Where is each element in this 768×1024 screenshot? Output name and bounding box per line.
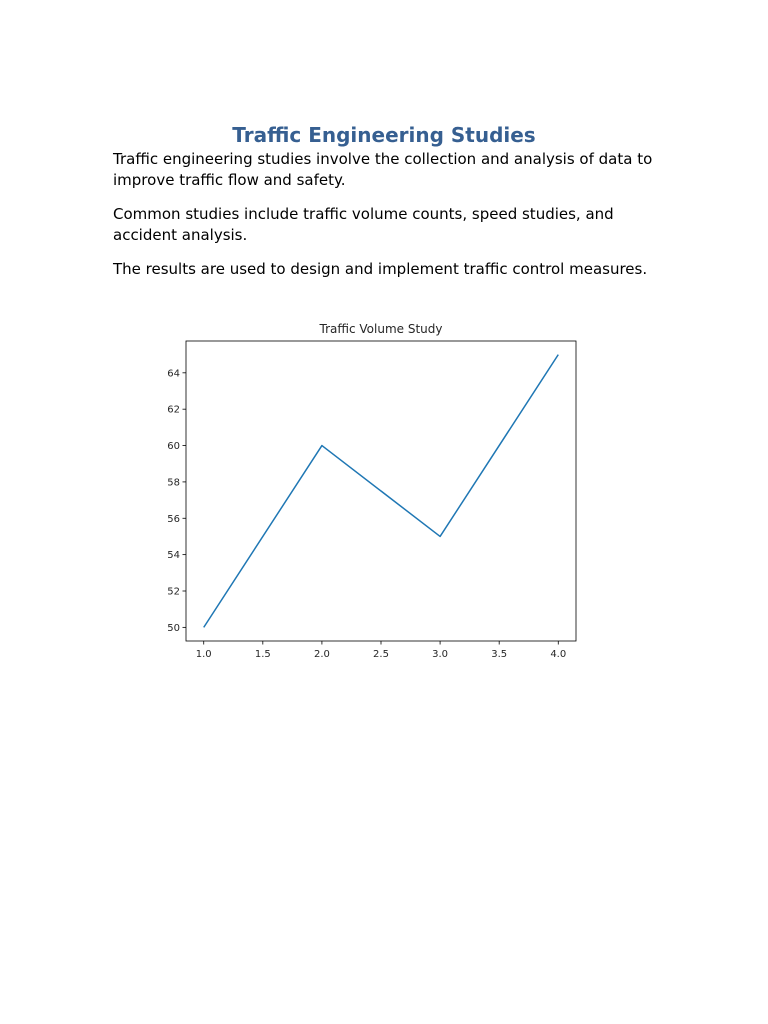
paragraph-intro: Traffic engineering studies involve the collection and analysis of data to improve traffic flow and safety. bbox=[113, 150, 653, 189]
series-line-0 bbox=[204, 355, 559, 628]
page-title: Traffic Engineering Studies bbox=[232, 123, 536, 147]
x-tick-label: 1.5 bbox=[254, 649, 271, 660]
paragraph-results: The results are used to design and implement traffic control measures. bbox=[113, 260, 648, 278]
traffic-volume-chart bbox=[138, 315, 598, 665]
x-tick-label: 1.0 bbox=[195, 649, 212, 660]
y-tick-label: 56 bbox=[167, 513, 180, 525]
chart-svg bbox=[138, 315, 598, 665]
y-tick-label: 60 bbox=[167, 441, 180, 453]
x-tick-label: 2.5 bbox=[373, 649, 389, 660]
plot-area bbox=[167, 341, 576, 660]
y-tick-label: 62 bbox=[167, 404, 180, 416]
x-tick-label: 4.0 bbox=[550, 649, 567, 660]
y-tick-label: 50 bbox=[167, 622, 180, 634]
chart-title: Traffic Volume Study bbox=[319, 322, 443, 336]
y-tick-label: 58 bbox=[167, 477, 180, 489]
paragraph-common-studies: Common studies include traffic volume counts, speed studies, and accident analysis. bbox=[113, 205, 614, 244]
y-tick-label: 52 bbox=[167, 586, 180, 598]
x-tick-label: 3.0 bbox=[432, 649, 449, 660]
y-tick-label: 54 bbox=[167, 550, 180, 562]
y-tick-label: 64 bbox=[167, 368, 180, 380]
x-tick-label: 3.5 bbox=[491, 649, 508, 660]
x-tick-label: 2.0 bbox=[313, 649, 330, 660]
